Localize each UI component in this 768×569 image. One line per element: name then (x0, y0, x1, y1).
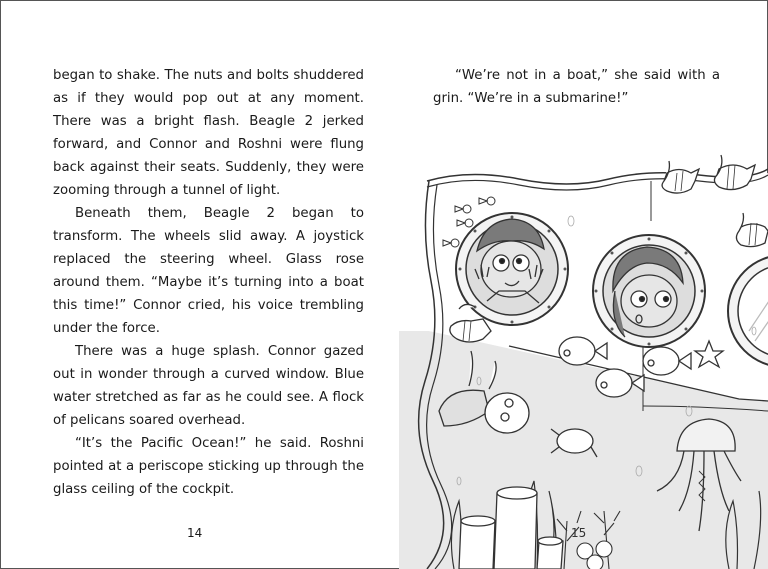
paragraph: Beneath them, Beagle 2 began to transform. The wheels slid away. A joystick replaced the steering wheel. Glass rose around them. “Maybe it’s turning into a boat this time!” Connor cried, his voice trembling under the force. (53, 206, 364, 336)
page-number-right: 15 (571, 526, 587, 540)
porthole-boy (456, 213, 568, 325)
paragraph: “It’s the Pacific Ocean!” he said. Roshni pointed at a periscope sticking up through the glass ceiling of the cockpit. (53, 436, 364, 497)
page-number-left: 14 (187, 526, 203, 540)
right-page-text (433, 64, 720, 110)
submarine-illustration (399, 151, 768, 569)
paragraph: There was a huge splash. Connor gazed out in wonder through a curved window. Blue water stretched as far as he could see. A flock of pelicans soared overhead. (53, 344, 364, 428)
left-page-text (53, 64, 364, 501)
porthole-girl (593, 235, 705, 347)
paragraph: “We’re not in a boat,” she said with a grin. “We’re in a submarine!” (433, 68, 720, 106)
paragraph: began to shake. The nuts and bolts shuddered as if they would pop out at any moment. There was a bright flash. Beagle 2 jerked forward, and Connor and Roshni were flung back against their seats. Suddenly, they were zooming through a tunnel of light. (53, 68, 364, 198)
